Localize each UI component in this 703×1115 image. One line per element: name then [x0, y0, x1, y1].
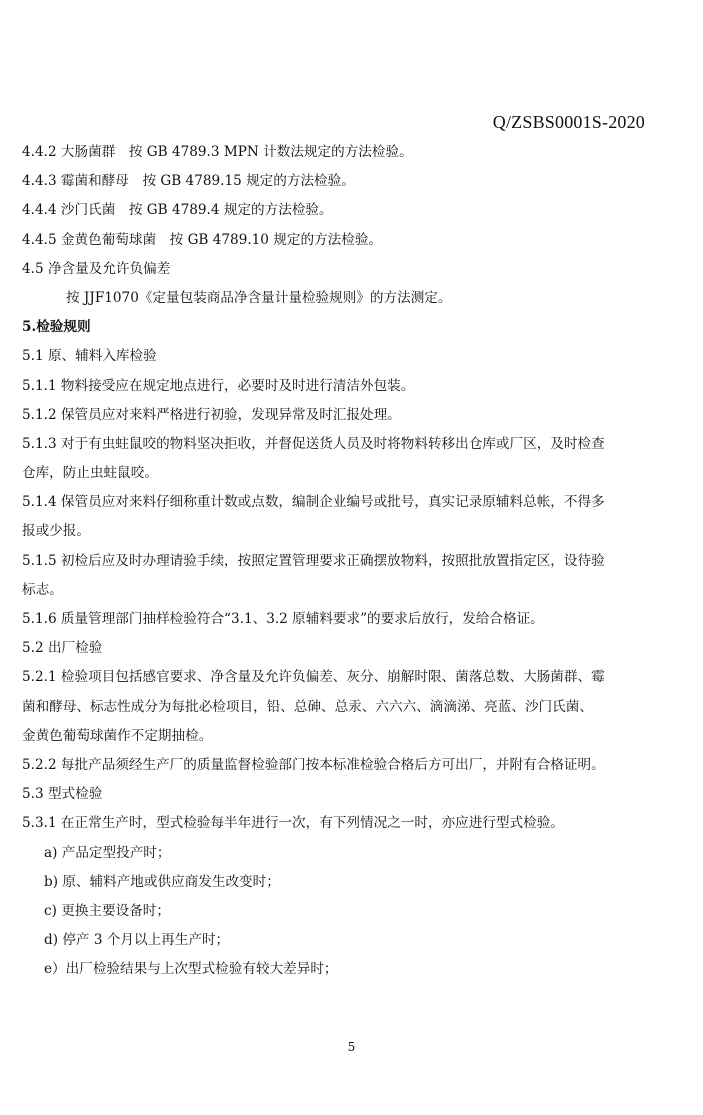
document-code: Q/ZSBS0001S-2020 — [492, 112, 645, 132]
clause-4-5-text: 按 JJF1070《定量包装商品净含量计量检验规则》的方法测定。 — [66, 289, 452, 306]
clause-5-3-heading: 5.3 型式检验 — [22, 786, 103, 803]
clause-5-3-1: 5.3.1 在正常生产时，型式检验每半年进行一次，有下列情况之一时，亦应进行型式检验。 — [22, 815, 564, 832]
document-body — [22, 138, 662, 984]
list-item-b: b) 原、辅料产地或供应商发生改变时； — [44, 873, 280, 890]
clause-5-1-1: 5.1.1 物料接受应在规定地点进行，必要时及时进行清洁外包装。 — [22, 377, 415, 394]
clause-5-1-3-cont: 仓库，防止虫蛀鼠咬。 — [22, 465, 158, 482]
clause-5-1-5-cont: 标志。 — [22, 581, 63, 598]
clause-4-4-4: 4.4.4 沙门氏菌 按 GB 4789.4 规定的方法检验。 — [22, 202, 333, 219]
clause-5-2-1: 5.2.1 检验项目包括感官要求、净含量及允许负偏差、灰分、崩解时限、菌落总数、大肠菌群、霉 — [22, 669, 605, 686]
clause-5-2-1-cont-1: 菌和酵母、标志性成分为每批必检项目，铅、总砷、总汞、六六六、滴滴涕、亮蓝、沙门氏菌、 — [22, 698, 593, 715]
list-item-c: c) 更换主要设备时； — [44, 902, 170, 919]
clause-4-5-heading: 4.5 净含量及允许负偏差 — [22, 260, 171, 277]
clause-5-1-6: 5.1.6 质量管理部门抽样检验符合“3.1、3.2 原辅料要求”的要求后放行，发给合格证。 — [22, 611, 544, 627]
clause-5-2-2: 5.2.2 每批产品须经生产厂的质量监督检验部门按本标准检验合格后方可出厂，并附有合格证明。 — [22, 756, 605, 773]
clause-5-1-2: 5.1.2 保管员应对来料严格进行初验，发现异常及时汇报处理。 — [22, 406, 401, 423]
list-item-e: e）出厂检验结果与上次型式检验有较大差异时； — [44, 961, 338, 978]
list-item-a: a) 产品定型投产时； — [44, 844, 171, 861]
clause-4-4-3: 4.4.3 霉菌和酵母 按 GB 4789.15 规定的方法检验。 — [22, 173, 355, 190]
page-number: 5 — [347, 1040, 356, 1054]
section-5-heading: 5.检验规则 — [22, 319, 91, 336]
list-item-d: d) 停产 3 个月以上再生产时； — [44, 932, 230, 949]
clause-5-1-3: 5.1.3 对于有虫蛀鼠咬的物料坚决拒收，并督促送货人员及时将物料转移出仓库或厂区，及时检查 — [22, 435, 605, 452]
clause-5-2-heading: 5.2 出厂检验 — [22, 640, 103, 657]
clause-4-4-5: 4.4.5 金黄色葡萄球菌 按 GB 4789.10 规定的方法检验。 — [22, 231, 383, 248]
clause-5-1-5: 5.1.5 初检后应及时办理请验手续，按照定置管理要求正确摆放物料，按照批放置指定区，设待验 — [22, 552, 605, 569]
clause-4-4-2: 4.4.2 大肠菌群 按 GB 4789.3 MPN 计数法规定的方法检验。 — [22, 144, 413, 160]
clause-5-1-heading: 5.1 原、辅料入库检验 — [22, 348, 157, 365]
clause-5-1-4-cont: 报或少报。 — [22, 523, 90, 540]
clause-5-1-4: 5.1.4 保管员应对来料仔细称重计数或点数，编制企业编号或批号，真实记录原辅料总帐，不得多 — [22, 494, 605, 511]
clause-5-2-1-cont-2: 金黄色葡萄球菌作不定期抽检。 — [22, 727, 213, 744]
